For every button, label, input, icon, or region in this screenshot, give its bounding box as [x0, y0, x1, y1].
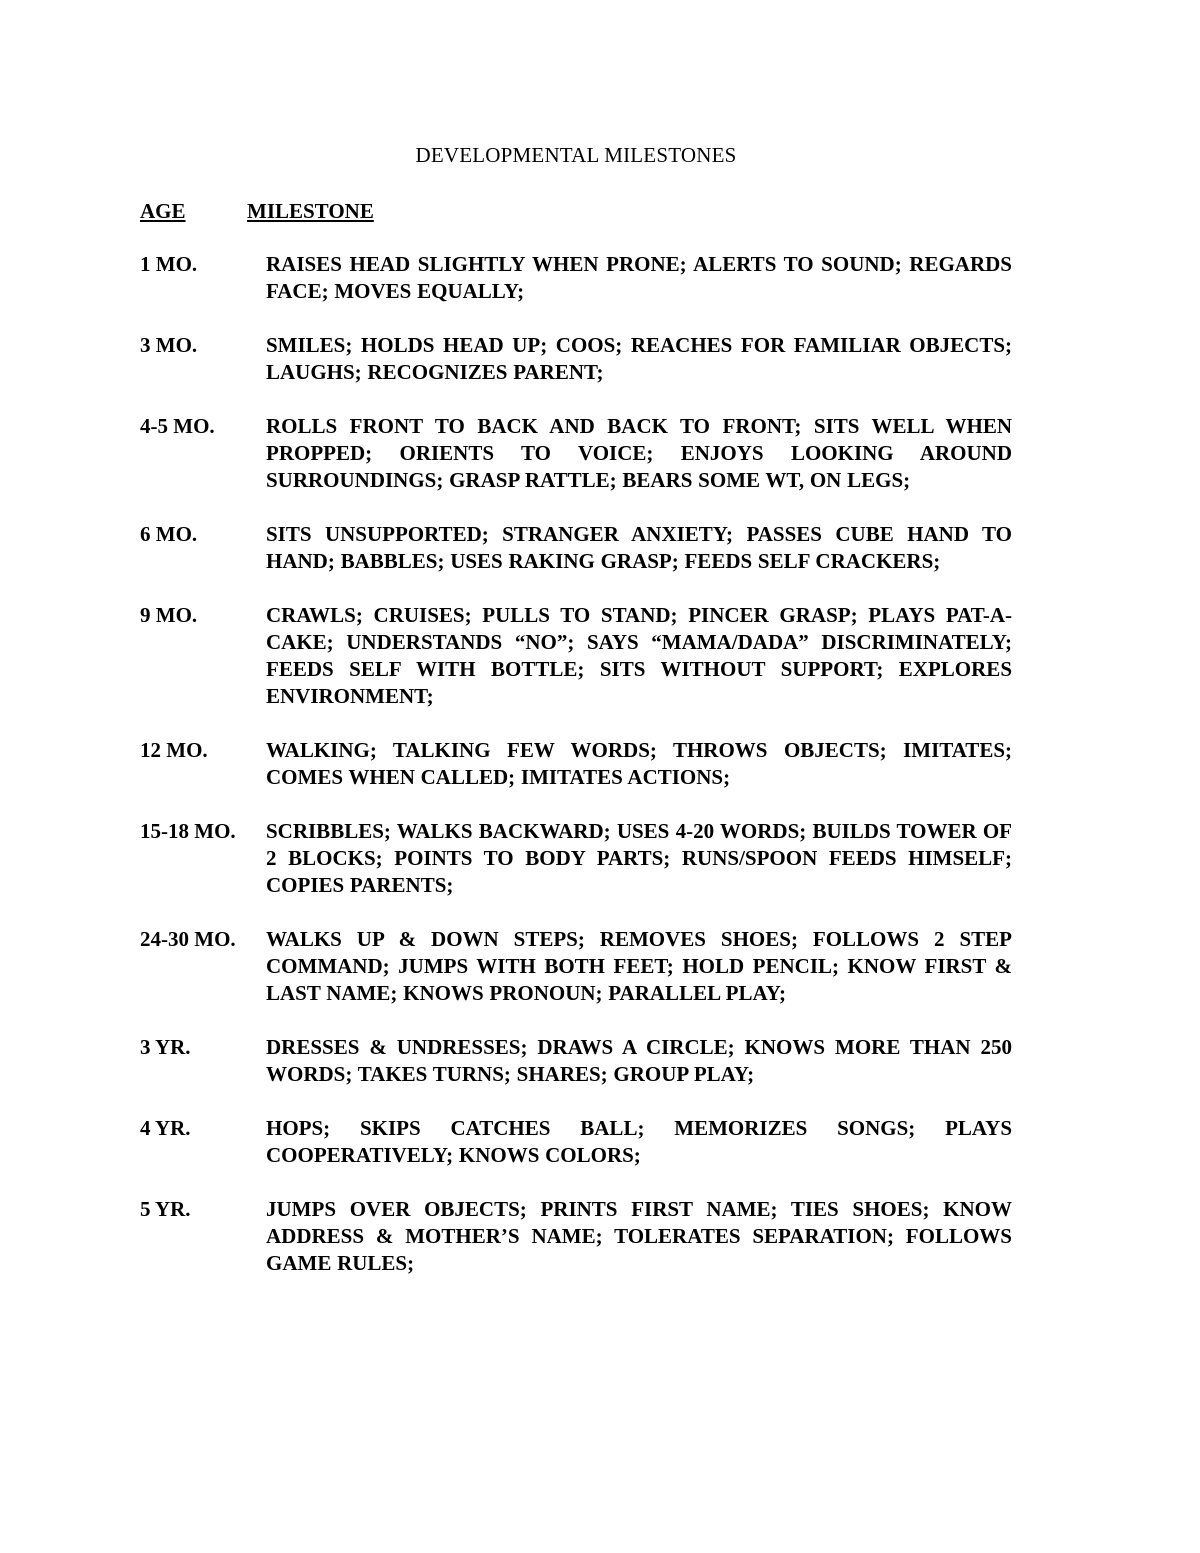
milestone-entry: [140, 737, 1012, 791]
entry-age: 15-18 MO.: [140, 819, 236, 843]
entry-milestone: DRESSES & UNDRESSES; DRAWS A CIRCLE; KNOWS MORE THAN 250 WORDS; TAKES TURNS; SHARES; GROUP PLAY;: [266, 1035, 1012, 1086]
entry-milestone: WALKING; TALKING FEW WORDS; THROWS OBJECTS; IMITATES; COMES WHEN CALLED; IMITATES ACTIONS;: [266, 738, 1012, 789]
entry-age: 3 YR.: [140, 1035, 191, 1059]
entry-milestone: SITS UNSUPPORTED; STRANGER ANXIETY; PASSES CUBE HAND TO HAND; BABBLES; USES RAKING GRASP; FEEDS SELF CRACKERS;: [266, 522, 1012, 573]
milestone-entry: [140, 332, 1012, 386]
entry-age: 6 MO.: [140, 522, 198, 546]
milestone-entry: [140, 521, 1012, 575]
entry-milestone: SMILES; HOLDS HEAD UP; COOS; REACHES FOR FAMILIAR OBJECTS; LAUGHS; RECOGNIZES PARENT;: [266, 333, 1012, 384]
entry-age: 24-30 MO.: [140, 927, 236, 951]
entry-milestone: SCRIBBLES; WALKS BACKWARD; USES 4-20 WORDS; BUILDS TOWER OF 2 BLOCKS; POINTS TO BODY PARTS; RUNS/SPOON FEEDS HIMSELF; COPIES PARENTS;: [266, 819, 1012, 897]
milestone-entry: [140, 1115, 1012, 1169]
milestone-entry: [140, 602, 1012, 710]
milestone-column-header: MILESTONE: [247, 199, 374, 223]
entry-age: 4 YR.: [140, 1116, 191, 1140]
document-title: DEVELOPMENTAL MILESTONES: [415, 143, 737, 167]
entry-milestone: HOPS; SKIPS CATCHES BALL; MEMORIZES SONGS; PLAYS COOPERATIVELY; KNOWS COLORS;: [266, 1116, 1012, 1167]
entry-milestone: WALKS UP & DOWN STEPS; REMOVES SHOES; FOLLOWS 2 STEP COMMAND; JUMPS WITH BOTH FEET; HOLD PENCIL; KNOW FIRST & LAST NAME; KNOWS PRONOUN; PARALLEL PLAY;: [266, 927, 1012, 1005]
milestone-entry: [140, 818, 1012, 899]
entry-milestone: JUMPS OVER OBJECTS; PRINTS FIRST NAME; TIES SHOES; KNOW ADDRESS & MOTHER’S NAME; TOLERATES SEPARATION; FOLLOWS GAME RULES;: [266, 1197, 1012, 1275]
milestone-entry: [140, 1196, 1012, 1277]
entry-age: 5 YR.: [140, 1197, 191, 1221]
entry-age: 4-5 MO.: [140, 414, 215, 438]
entry-age: 1 MO.: [140, 252, 198, 276]
entry-age: 12 MO.: [140, 738, 208, 762]
entry-age: 3 MO.: [140, 333, 198, 357]
entry-milestone: ROLLS FRONT TO BACK AND BACK TO FRONT; SITS WELL WHEN PROPPED; ORIENTS TO VOICE; ENJOYS LOOKING AROUND SURROUNDINGS; GRASP RATTLE; BEARS SOME WT, ON LEGS;: [266, 414, 1012, 492]
entry-age: 9 MO.: [140, 603, 198, 627]
milestone-entry: [140, 413, 1012, 494]
entry-milestone: RAISES HEAD SLIGHTLY WHEN PRONE; ALERTS TO SOUND; REGARDS FACE; MOVES EQUALLY;: [266, 252, 1012, 303]
milestone-list: [140, 251, 1012, 1304]
milestone-entry: [140, 251, 1012, 305]
age-column-header: AGE: [140, 199, 186, 223]
milestone-entry: [140, 926, 1012, 1007]
entry-milestone: CRAWLS; CRUISES; PULLS TO STAND; PINCER GRASP; PLAYS PAT-A-CAKE; UNDERSTANDS “NO”; SAYS “MAMA/DADA” DISCRIMINATELY; FEEDS SELF WITH BOTTLE; SITS WITHOUT SUPPORT; EXPLORES ENVIRONMENT;: [266, 603, 1012, 708]
milestone-entry: [140, 1034, 1012, 1088]
